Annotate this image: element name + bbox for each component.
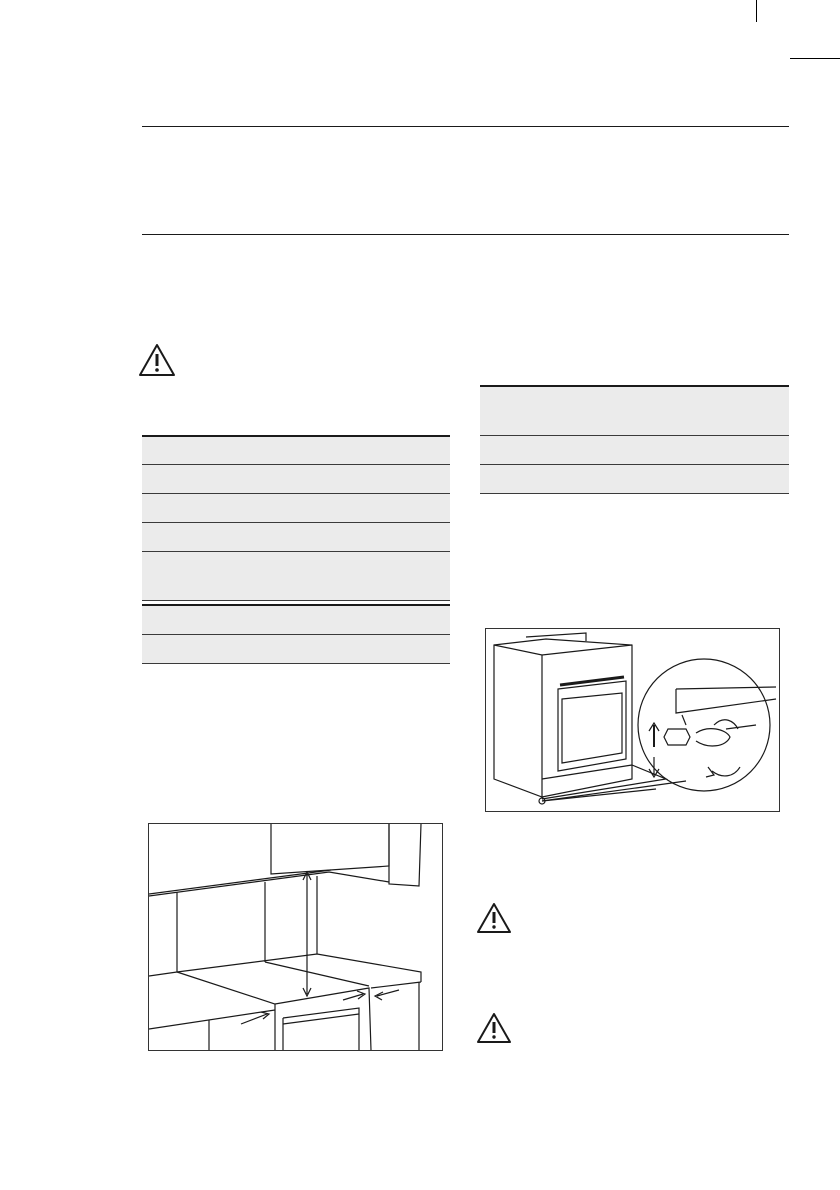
header-rule-top bbox=[142, 126, 789, 127]
table-row bbox=[142, 635, 450, 664]
table-row bbox=[142, 494, 450, 523]
table-row bbox=[142, 523, 450, 552]
table-row bbox=[142, 552, 450, 601]
crop-mark-horizontal bbox=[790, 58, 840, 59]
table-row bbox=[142, 606, 450, 635]
warning-triangle-icon bbox=[476, 1012, 512, 1044]
crop-mark-vertical bbox=[756, 0, 757, 22]
oven-drawing bbox=[486, 629, 779, 811]
table-row bbox=[480, 436, 789, 465]
dimensions-table-right bbox=[480, 385, 789, 494]
header-rule-bottom bbox=[142, 234, 789, 235]
table-row bbox=[142, 465, 450, 494]
table-row bbox=[480, 465, 789, 494]
kitchen-drawing bbox=[149, 824, 442, 1050]
warning-triangle-icon bbox=[476, 902, 512, 934]
warning-triangle-icon bbox=[138, 343, 176, 377]
kitchen-installation-illustration bbox=[148, 823, 443, 1051]
table-row bbox=[142, 435, 450, 465]
table-row bbox=[480, 385, 789, 436]
oven-leveling-feet-illustration bbox=[485, 628, 780, 812]
dimensions-table-left bbox=[142, 435, 450, 664]
